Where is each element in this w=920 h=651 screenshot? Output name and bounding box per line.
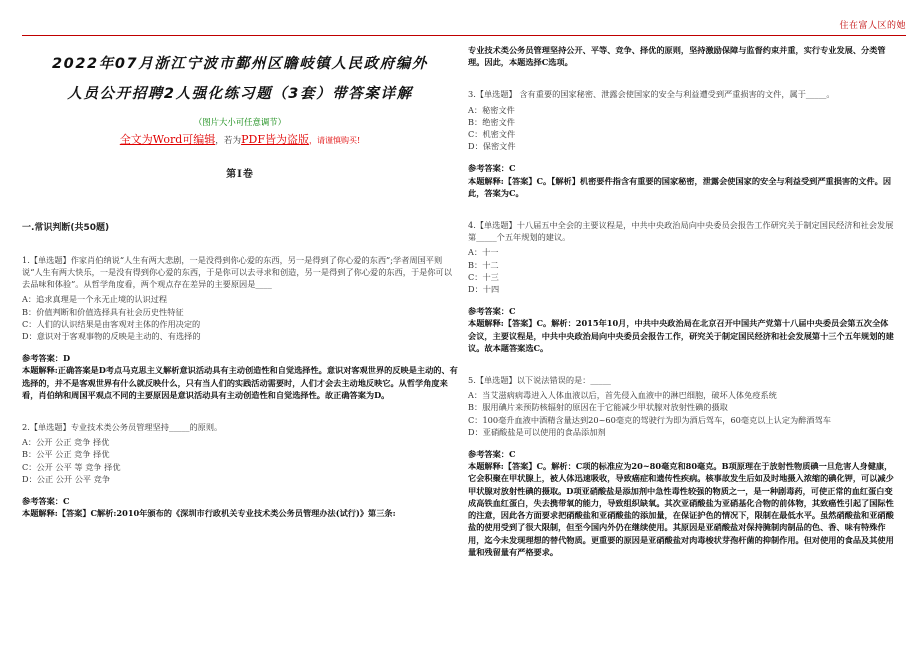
explanation: 本题解释:正确答案是D考点马克思主义解析意识活动具有主动创造性和自觉选择性。意识对客观世界的反映是主动的、有选择的，并不是客观世界有什么就反映什么，只有当人们的实践活动需要时，人们才会去主动地反映它。从哲学角度来看，肖伯纳和周国平观点不同的主要原因是意识活动具有主动创造性和自觉选择性。故正确答案为D。: [22, 365, 458, 400]
option-c: C：十三: [468, 271, 499, 282]
answer: 参考答案：C: [468, 306, 516, 317]
option-d: D：公正 公开 公平 竞争: [22, 473, 111, 484]
explanation: 本题解释:【答案】C。解析：C项的标准应为20~80毫克和80毫克。B项原理在于放射性物质碘一旦危害人身健康，它会积聚在甲状腺上，被人体迅速吸收，导致癌症和遗传性疾病。核事故发生后如及时地摄入浓缩的碘化钾，可以减少甲状腺对放射性碘的摄取。D项亚硝酸盐是添加剂中急性毒性较强的物质之一，是一种剧毒药，可使正常的血红蛋白变成高铁血红蛋白，失去携带氧的能力，导致组织缺氧。其次亚硝酸盐为亚硝基化合物的前体物，其致癌性引起了国际性的注意，因此各方面要求把硝酸盐和亚硝酸盐的添加量，在保证护色的情况下，限制在最低水平。虽然硝酸盐和亚硝酸盐的使用受到了很大限制，但至今国内外仍在继续使用。其原因是亚硝酸盐对保持腌制肉制品的色、香、味有特殊作用，迄今未发现理想的替代物质。更重要的原因是亚硝酸盐对肉毒梭状芽孢杆菌的抑制作用。但对使用的食品及其使用量和残留量有严格要求。: [468, 461, 894, 557]
explanation: 本题解释:【答案】C解析:2010年颁布的《深圳市行政机关专业技术类公务员管理办法(试行)》第三条:: [22, 508, 396, 519]
question-3: [468, 88, 896, 199]
option-a: A：当艾滋病病毒进入人体血液以后，首先侵入血液中的淋巴细胞，破坏人体免疫系统: [468, 390, 777, 401]
option-a: A：十一: [468, 247, 499, 258]
notice-mid-text: ，若为: [215, 136, 242, 147]
copyright-notice: [22, 134, 458, 147]
question-stem: 5.【单选题】以下说法错误的是：_____: [468, 375, 611, 386]
option-d: D：十四: [468, 284, 500, 295]
option-a: A：追求真理是一个永无止境的认识过程: [22, 294, 168, 305]
option-b: B：绝密文件: [468, 116, 515, 127]
answer: 参考答案：C: [468, 163, 516, 174]
question-stem: 4.【单选题】十八届五中全会的主要议程是，中共中央政治局向中央委员会报告工作研究关于制定国民经济和社会发展第_____个五年规划的建议。: [468, 220, 894, 243]
question-5: [468, 374, 896, 558]
option-c: C：机密文件: [468, 129, 516, 140]
explanation: 本题解释:【答案】C。解析：2015年10月，中共中央政治局在北京召开中国共产党第十八届中央委员会第五次全体会议，主要议程是，中共中央政治局向中央委员会报告工作，研究关于制定国民经济和社会发展第十三个五年规划的建议。故本题答案选C。: [468, 318, 894, 353]
title-line-2: 人员公开招聘2人强化练习题（3套）带答案详解: [67, 86, 413, 102]
option-c: C：人们的认识结果是由客观对主体的作用决定的: [22, 318, 201, 329]
explanation-continuation: 专业技术类公务员管理坚持公开、平等、竞争、择优的原则，坚持激励保障与监督约束并重，实行专业发展、分类管理。因此，本题选择C选项。: [468, 45, 886, 68]
notice-thanks: ，请谨慎购买!: [308, 136, 361, 146]
question-stem: 2.【单选题】专业技术类公务员管理坚持_____的原则。: [22, 422, 223, 433]
option-a: A：公开 公正 竞争 择优: [22, 437, 110, 448]
volume-heading: 第Ⅰ卷: [226, 169, 254, 181]
question-1: [22, 254, 458, 401]
answer: 参考答案：D: [22, 353, 71, 364]
answer: 参考答案：C: [468, 449, 516, 460]
pdf-link[interactable]: PDF皆为盗版: [241, 133, 309, 147]
option-b: B：价值判断和价值选择具有社会历史性特征: [22, 306, 184, 317]
explanation: 本题解释:【答案】C。【解析】机密要件指含有重要的国家秘密，泄露会使国家的安全与利益受到严重损害的文件。因此，答案为C。: [468, 175, 892, 198]
image-size-note: （图片大小可任意调节）: [193, 117, 287, 127]
option-d: D：亚硝酸盐是可以使用的食品添加剂: [468, 426, 606, 437]
left-column: [22, 44, 458, 519]
document-title: [22, 54, 458, 104]
word-link[interactable]: 全文为Word可编辑: [119, 133, 216, 147]
option-c: C：100毫升血液中酒精含量达到20~60毫克的驾驶行为即为酒后驾车，60毫克以上认定为醉酒驾车: [468, 414, 831, 425]
right-column: [468, 44, 896, 558]
option-c: C：公开 公平 等 竞争 择优: [22, 461, 121, 472]
option-b: B：服用碘片来预防核辐射的原因在于它能减少甲状腺对放射性碘的摄取: [468, 402, 728, 413]
top-bar: [0, 0, 920, 44]
option-a: A：秘密文件: [468, 104, 515, 115]
header-rule: [22, 35, 906, 36]
question-2: [22, 421, 458, 519]
option-b: B：公平 公正 竞争 择优: [22, 449, 110, 460]
title-line-1: 2022年07月浙江宁波市鄞州区瞻岐镇人民政府编外: [51, 56, 429, 72]
header-tag: 住在富人区的她: [839, 21, 906, 31]
answer: 参考答案：C: [22, 496, 70, 507]
option-d: D：意识对于客观事物的反映是主动的、有选择的: [22, 331, 201, 342]
question-4: [468, 219, 896, 354]
question-stem: 1.【单选题】作家肖伯纳说“人生有两大悲剧，一是没得到你心爱的东西，另一是得到了你心爱的东西”;学者周国平则说“人生有两大快乐，一是没有得到你心爱的东西，于是你可以去寻求和创造，另一是得到了你心爱的东西，于是你可以去品味和体验”。从哲学角度看，两个观点存在差异的主要原因是____: [22, 254, 452, 290]
question-stem: 3.【单选题】 含有重要的国家秘密、泄露会使国家的安全与利益遭受到严重损害的文件，属于_____。: [468, 89, 835, 100]
option-b: B：十二: [468, 259, 499, 270]
section-heading: 一.常识判断(共50题): [22, 222, 110, 233]
option-d: D：保密文件: [468, 141, 516, 152]
